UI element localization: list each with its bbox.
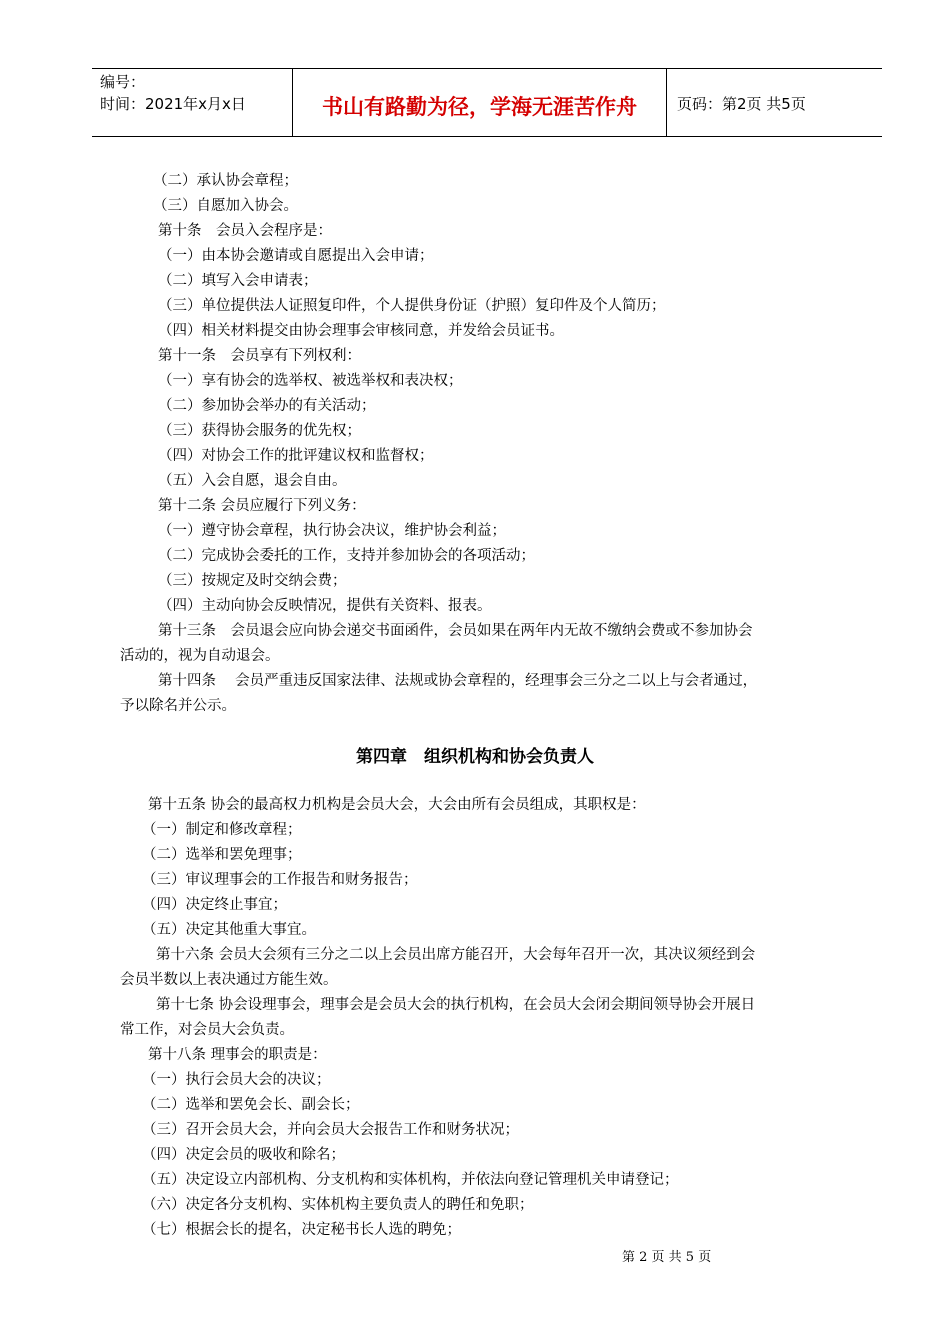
body-line: 予以除名并公示。 xyxy=(120,698,236,714)
body-line: （七）根据会长的提名，决定秘书长人选的聘免； xyxy=(142,1222,461,1238)
body-line: （一）遵守协会章程，执行协会决议，维护协会利益； xyxy=(158,523,506,539)
body-line: （四）相关材料提交由协会理事会审核同意，并发给会员证书。 xyxy=(158,323,564,339)
article-heading: 第十七条 协会设理事会，理事会是会员大会的执行机构，在会员大会闭会期间领导协会开展日 xyxy=(156,997,756,1013)
chapter-heading: 第四章 组织机构和协会负责人 xyxy=(356,747,594,767)
header-motto: 书山有路勤为径，学海无涯苦作舟 xyxy=(322,95,637,119)
body-line: （二）选举和罢免会长、副会长； xyxy=(142,1097,360,1113)
body-line: （四）对协会工作的批评建议权和监督权； xyxy=(158,448,434,464)
article-heading: 第十一条 会员享有下列权利： xyxy=(158,348,361,364)
page-header xyxy=(92,68,882,137)
body-line: 常工作，对会员大会负责。 xyxy=(120,1022,294,1038)
body-line: （一）由本协会邀请或自愿提出入会申请； xyxy=(158,248,434,264)
body-line: 活动的，视为自动退会。 xyxy=(120,648,280,664)
body-line: （一）享有协会的选举权、被选举权和表决权； xyxy=(158,373,463,389)
article-heading: 第十六条 会员大会须有三分之二以上会员出席方能召开，大会每年召开一次，其决议须经到会 xyxy=(156,947,756,963)
body-line: （三）审议理事会的工作报告和财务报告； xyxy=(142,872,418,888)
page-footer: 第 2 页 共 5 页 xyxy=(622,1250,712,1265)
body-line: （三）获得协会服务的优先权； xyxy=(158,423,361,439)
body-line: （三）单位提供法人证照复印件，个人提供身份证（护照）复印件及个人简历； xyxy=(158,298,666,314)
body-line: （五）入会自愿，退会自由。 xyxy=(158,473,347,489)
article-heading: 第十五条 协会的最高权力机构是会员大会，大会由所有会员组成，其职权是： xyxy=(148,797,646,813)
document-time-label: 时间：2021年x月x日 xyxy=(100,95,246,113)
header-page-cell xyxy=(666,69,883,136)
body-line: （三）自愿加入协会。 xyxy=(153,198,298,214)
body-line: （四）主动向协会反映情况，提供有关资料、报表。 xyxy=(158,598,492,614)
body-line: （二）承认协会章程； xyxy=(153,173,298,189)
body-line: （二）参加协会举办的有关活动； xyxy=(158,398,376,414)
header-meta-cell xyxy=(92,69,293,136)
article-heading: 第十四条 会员严重违反国家法律、法规或协会章程的，经理事会三分之二以上与会者通过， xyxy=(158,673,758,689)
body-line: （六）决定各分支机构、实体机构主要负责人的聘任和免职； xyxy=(142,1197,534,1213)
header-motto-cell xyxy=(293,69,666,136)
body-line: （二）选举和罢免理事； xyxy=(142,847,302,863)
body-line: （二）完成协会委托的工作，支持并参加协会的各项活动； xyxy=(158,548,535,564)
body-line: （四）决定会员的吸收和除名； xyxy=(142,1147,345,1163)
body-line: （三）召开会员大会，并向会员大会报告工作和财务状况； xyxy=(142,1122,519,1138)
article-heading: 第十二条 会员应履行下列义务： xyxy=(158,498,366,514)
body-line: （二）填写入会申请表； xyxy=(158,273,318,289)
body-line: （五）决定设立内部机构、分支机构和实体机构，并依法向登记管理机关申请登记； xyxy=(142,1172,679,1188)
article-heading: 第十条 会员入会程序是： xyxy=(158,223,332,239)
body-line: （五）决定其他重大事宜。 xyxy=(142,922,316,938)
article-heading: 第十八条 理事会的职责是： xyxy=(148,1047,327,1063)
body-line: （一）制定和修改章程； xyxy=(142,822,302,838)
document-number-label: 编号： xyxy=(100,73,146,91)
body-line: （四）决定终止事宜； xyxy=(142,897,287,913)
article-heading: 第十三条 会员退会应向协会递交书面函件，会员如果在两年内无故不缴纳会费或不参加协会 xyxy=(158,623,753,639)
body-line: 会员半数以上表决通过方能生效。 xyxy=(120,972,338,988)
body-line: （三）按规定及时交纳会费； xyxy=(158,573,347,589)
body-line: （一）执行会员大会的决议； xyxy=(142,1072,331,1088)
header-page-info: 页码：第2页 共5页 xyxy=(677,95,806,113)
